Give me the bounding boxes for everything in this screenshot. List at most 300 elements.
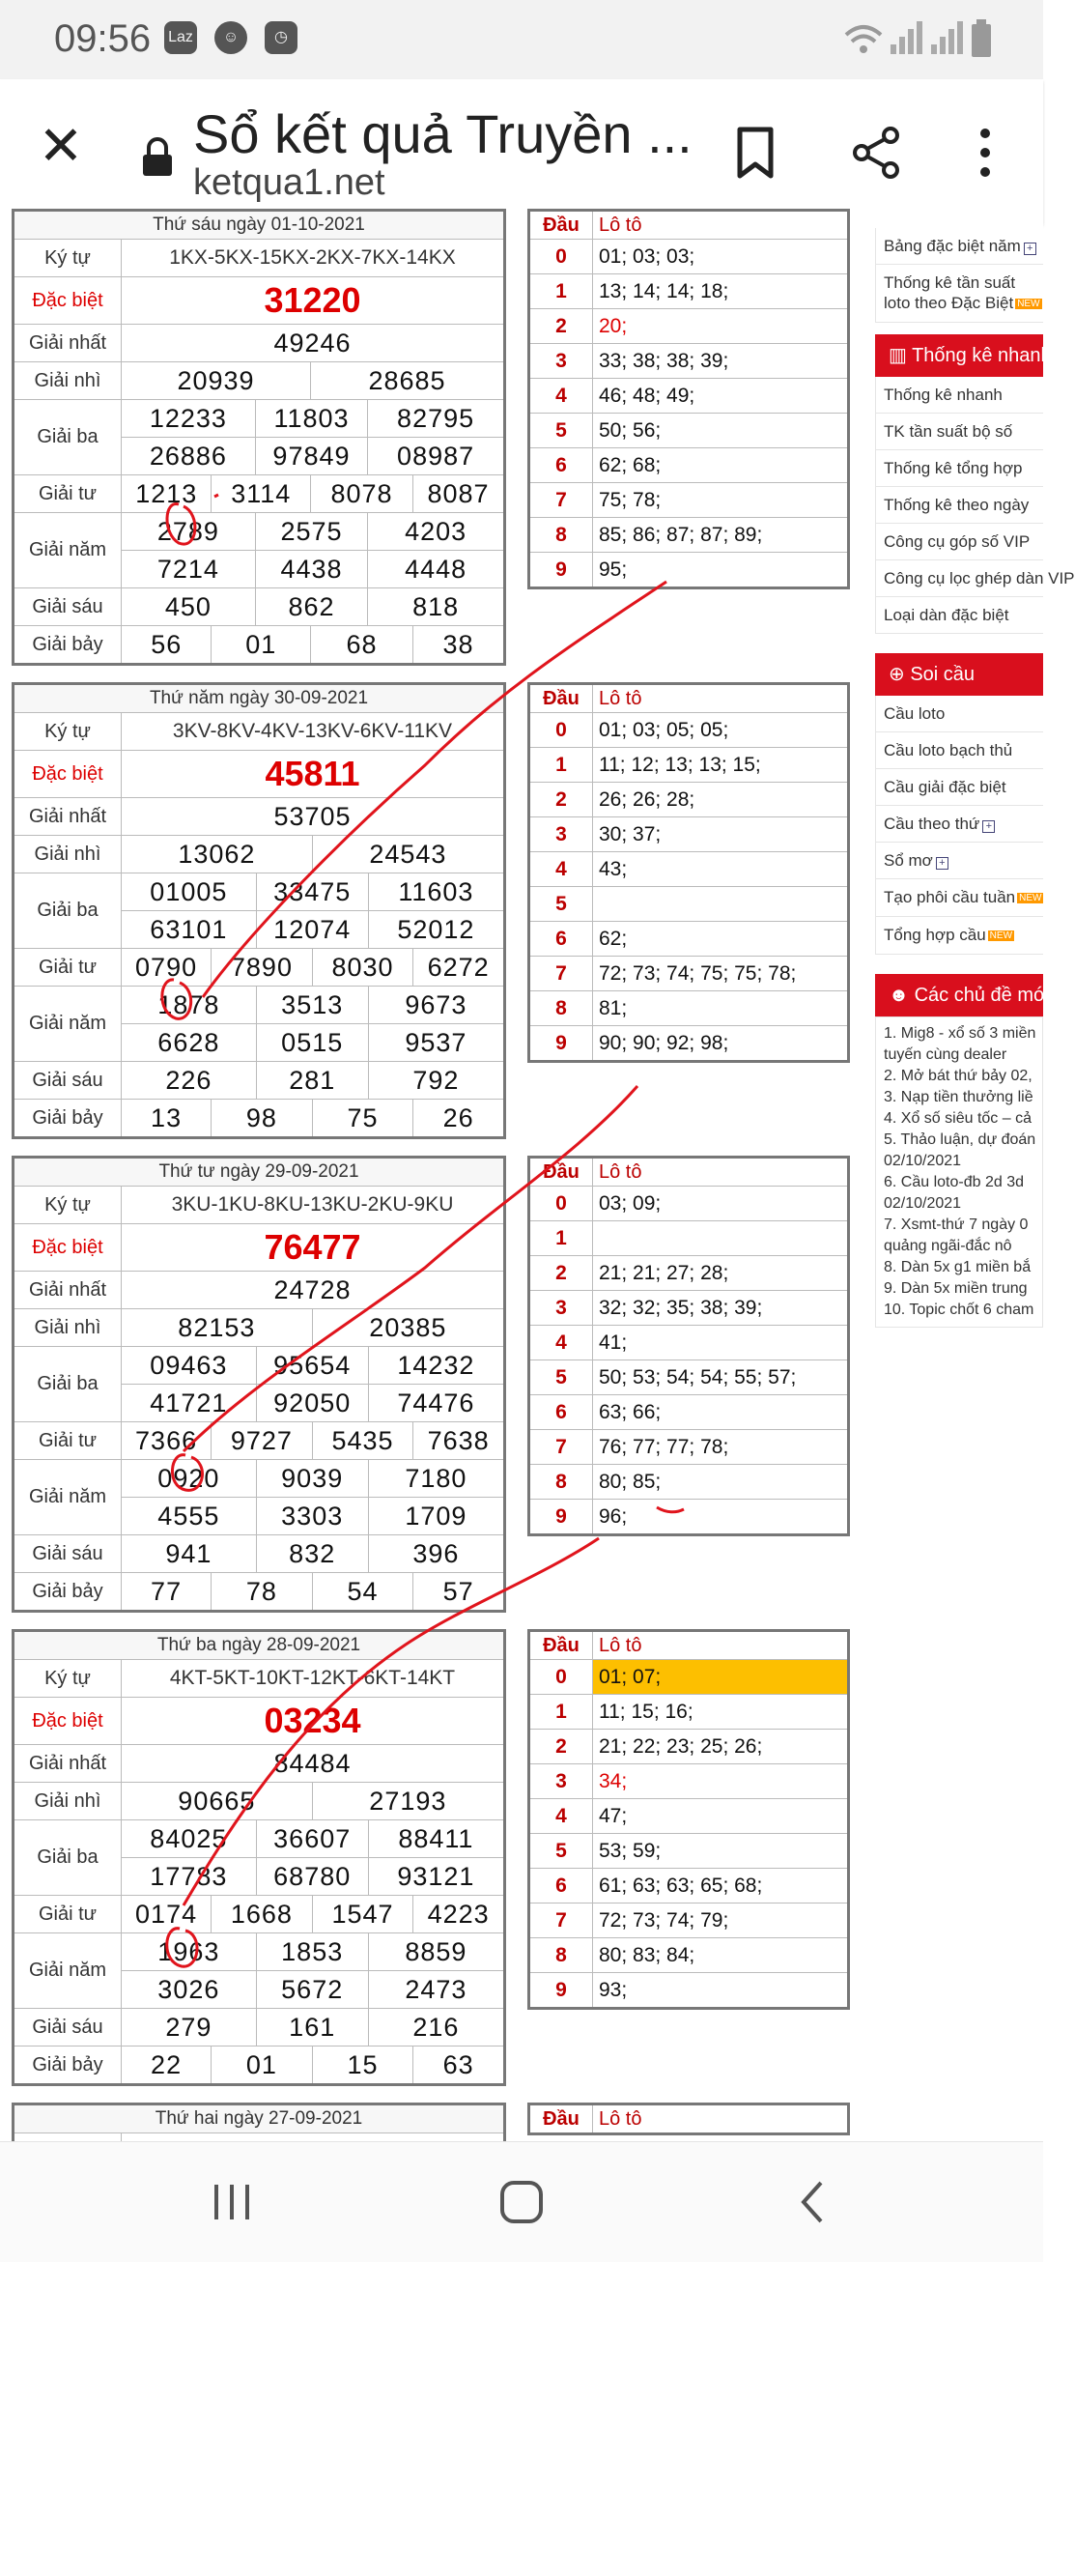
loto-head: 5: [529, 1834, 593, 1869]
giai-nhi-value: 20385: [312, 1309, 504, 1347]
loto-table: [527, 682, 850, 1063]
share-icon[interactable]: [846, 122, 908, 184]
loto-values: [593, 1799, 849, 1834]
loto-values: [593, 1026, 849, 1062]
giai-ba-value: 92050: [256, 1385, 368, 1422]
giai-nhi-value: 90665: [122, 1783, 313, 1820]
loto-text: 75; 78;: [599, 488, 662, 511]
giai-bay-value: 13: [122, 1100, 212, 1138]
giai-bay-value: 56: [122, 626, 212, 665]
loto-head: 5: [529, 1360, 593, 1395]
sidebar-item[interactable]: Tạo phôi cầu tuần NEW: [875, 879, 1043, 917]
giai-nhat-value: 53705: [122, 798, 505, 836]
loto-values: [593, 1430, 849, 1465]
giai-sau-value: 216: [368, 2009, 504, 2046]
giai-sau-value: 862: [255, 588, 367, 626]
sidebar-item[interactable]: Cầu loto: [875, 696, 1043, 732]
giai-tu-value: 8087: [412, 475, 504, 513]
topic-link[interactable]: 02/10/2021: [884, 1195, 962, 1213]
giai-ba-value: 12074: [256, 911, 368, 949]
label-dau: Đầu: [529, 1158, 593, 1187]
loto-row: [529, 240, 849, 274]
bookmark-icon[interactable]: [724, 122, 786, 184]
giai-nam-value: 4448: [368, 551, 505, 588]
loto-row: [529, 379, 849, 414]
giai-bay-value: 26: [413, 1100, 505, 1138]
ky-tu-value: 1KX-5KX-15KX-2KX-7KX-14KX: [122, 240, 505, 277]
loto-row: [529, 957, 849, 991]
label-giai-bay: Giải bảy: [14, 2046, 122, 2085]
loto-head: 9: [529, 1026, 593, 1062]
dac-biet-value: 45811: [122, 751, 505, 798]
giai-tu-value: 5435: [312, 1422, 413, 1460]
giai-tu-value: 4223: [413, 1896, 505, 1933]
laz-icon: Laz: [164, 21, 197, 54]
sidebar-item[interactable]: Thống kê nhanh: [875, 377, 1043, 414]
giai-nam-value: 3026: [122, 1971, 257, 2009]
giai-nam-value: 7180: [368, 1460, 504, 1498]
giai-sau-value: 832: [256, 1535, 368, 1573]
loto-text: 85; 86; 87; 87; 89;: [599, 523, 763, 546]
giai-tu-value: 1547: [312, 1896, 413, 1933]
loto-values: [593, 1660, 849, 1695]
giai-nam-value: 5672: [256, 1971, 368, 2009]
loto-text: 62; 68;: [599, 453, 662, 476]
giai-bay-value: 77: [122, 1573, 212, 1612]
topic-link[interactable]: tuyến cùng dealer: [884, 1046, 1007, 1064]
loto-row: [529, 1326, 849, 1360]
label-giai-nhat: Giải nhất: [14, 1745, 122, 1783]
loto-head: 2: [529, 1256, 593, 1291]
giai-bay-value: 15: [312, 2046, 413, 2085]
giai-bay-value: 54: [312, 1573, 413, 1612]
sidebar-item[interactable]: Cầu loto bạch thủ: [875, 732, 1043, 769]
giai-nam-value: 9039: [256, 1460, 368, 1498]
loto-text: 80; 83; 84;: [599, 1943, 695, 1966]
loto-row: [529, 748, 849, 783]
giai-sau-value: 450: [122, 588, 256, 626]
loto-head: 0: [529, 713, 593, 748]
loto-values: [593, 748, 849, 783]
plus-icon[interactable]: +: [982, 820, 995, 833]
loto-row: [529, 713, 849, 748]
label-giai-tu: Giải tư: [14, 1896, 122, 1933]
label-giai-nam: Giải năm: [14, 513, 122, 588]
chart-icon: ▥: [889, 345, 913, 367]
giai-bay-value: 98: [212, 1100, 313, 1138]
loto-values: [593, 240, 849, 274]
loto-head: 1: [529, 1695, 593, 1730]
giai-ba-value: 52012: [368, 911, 504, 949]
loto-row: [529, 414, 849, 448]
label-giai-nhat: Giải nhất: [14, 798, 122, 836]
label-dac-biet: Đặc biệt: [14, 277, 122, 325]
label-giai-nhat: Giải nhất: [14, 1272, 122, 1309]
label-dau: Đầu: [529, 211, 593, 240]
loto-text: 95;: [599, 558, 628, 581]
loto-values: [593, 414, 849, 448]
loto-table: [527, 2103, 850, 2135]
more-options-icon[interactable]: [966, 122, 1028, 184]
loto-values: [593, 1973, 849, 2009]
loto-row: [529, 1660, 849, 1695]
label-giai-nam: Giải năm: [14, 987, 122, 1062]
users-icon: ☻: [889, 985, 915, 1007]
giai-nam-value: 4555: [122, 1498, 257, 1535]
recent-apps-icon[interactable]: [201, 2171, 263, 2233]
giai-bay-value: 57: [413, 1573, 505, 1612]
loto-values: [593, 1221, 849, 1256]
loto-values: [593, 1187, 849, 1221]
loto-values: [593, 1730, 849, 1764]
topic-link[interactable]: 6. Cầu loto-đb 2d 3d: [884, 1174, 1024, 1191]
giai-ba-value: 36607: [256, 1820, 368, 1858]
label-dau: Đầu: [529, 684, 593, 713]
sidebar-item-tan-suat[interactable]: Thống kê tần suất loto theo Đặc Biệt NEW: [875, 265, 1043, 323]
label-ky-tu: Ký tự: [14, 1660, 122, 1698]
label-giai-nhi: Giải nhì: [14, 1309, 122, 1347]
loto-text: 81;: [599, 996, 628, 1019]
topic-link[interactable]: 9. Dàn 5x miền trung: [884, 1280, 1028, 1298]
giai-nam-value: 9673: [368, 987, 504, 1024]
loto-values: [593, 1834, 849, 1869]
giai-sau-value: 161: [256, 2009, 368, 2046]
loto-head: 3: [529, 344, 593, 379]
loto-values: [593, 1903, 849, 1938]
loto-row: [529, 344, 849, 379]
topic-link[interactable]: quảng ngãi-đắc nô: [884, 1238, 1012, 1255]
loto-text: 21; 21; 27; 28;: [599, 1261, 729, 1284]
giai-nam-value: 4203: [368, 513, 505, 551]
loto-values: [593, 1869, 849, 1903]
giai-tu-value: 6272: [413, 949, 505, 987]
sidebar-item[interactable]: Sổ mơ +: [875, 843, 1043, 879]
giai-nam-value: 2575: [255, 513, 367, 551]
label-giai-ba: Giải ba: [14, 1820, 122, 1896]
sidebar-item[interactable]: Tổng hợp cầu NEW: [875, 917, 1043, 955]
navigation-bar: [0, 2141, 1043, 2262]
search-icon: ⊕: [889, 664, 911, 686]
giai-tu-value: 9727: [212, 1422, 313, 1460]
sidebar-item[interactable]: Cầu giải đặc biệt: [875, 769, 1043, 806]
giai-nhi-value: 82153: [122, 1309, 313, 1347]
giai-ba-value: 12233: [122, 400, 256, 438]
clock-icon: ◷: [265, 21, 297, 54]
giai-sau-value: 396: [368, 1535, 504, 1573]
page-url[interactable]: ketqua1.net: [193, 162, 385, 203]
label-giai-nam: Giải năm: [14, 1460, 122, 1535]
loto-head: 4: [529, 852, 593, 887]
loto-row: [529, 274, 849, 309]
loto-head: 0: [529, 240, 593, 274]
loto-values: [593, 274, 849, 309]
giai-tu-value: 1213: [122, 475, 212, 513]
loto-row: [529, 1730, 849, 1764]
loto-head: 5: [529, 414, 593, 448]
loto-head: 4: [529, 1326, 593, 1360]
topic-link[interactable]: 02/10/2021: [884, 1153, 962, 1170]
loto-text: 62;: [599, 927, 628, 950]
back-icon[interactable]: [782, 2171, 844, 2233]
loto-text: 01; 03; 03;: [599, 244, 695, 268]
loto-values: [593, 1500, 849, 1535]
sidebar-item[interactable]: Công cụ lọc ghép dàn VIP: [875, 560, 1043, 597]
loto-values: [593, 1326, 849, 1360]
loto-values: [593, 1291, 849, 1326]
giai-nam-value: 6628: [122, 1024, 257, 1062]
loto-row: [529, 518, 849, 553]
label-giai-bay: Giải bảy: [14, 626, 122, 665]
loto-head: 7: [529, 957, 593, 991]
loto-text: 61; 63; 63; 65; 68;: [599, 1874, 763, 1897]
sidebar-item[interactable]: Cầu theo thứ +: [875, 806, 1043, 843]
label-giai-sau: Giải sáu: [14, 588, 122, 626]
giai-ba-value: 97849: [255, 438, 367, 475]
draw-date: Thứ sáu ngày 01-10-2021: [14, 211, 505, 240]
label-dac-biet: Đặc biệt: [14, 751, 122, 798]
loto-text: 41;: [599, 1331, 628, 1354]
loto-row: [529, 1834, 849, 1869]
loto-row: [529, 817, 849, 852]
battery-icon: [970, 19, 993, 58]
loto-head: 1: [529, 1221, 593, 1256]
sidebar-item[interactable]: TK tần suất bộ số: [875, 414, 1043, 450]
loto-text: 50; 56;: [599, 418, 662, 442]
loto-head: 1: [529, 748, 593, 783]
loto-head: 7: [529, 1430, 593, 1465]
loto-head: 4: [529, 379, 593, 414]
section-thong-ke-nhanh: ▥ Thống kê nhanh: [875, 334, 1043, 377]
giai-ba-value: 74476: [368, 1385, 504, 1422]
result-table: [12, 1629, 506, 2086]
loto-row: [529, 1465, 849, 1500]
loto-row: [529, 483, 849, 518]
page-title: Sổ kết quả Truyền ...: [193, 103, 693, 164]
giai-ba-value: 95654: [256, 1347, 368, 1385]
label-ky-tu: Ký tự: [14, 240, 122, 277]
giai-nam-value: 3303: [256, 1498, 368, 1535]
giai-nhat-value: 84484: [122, 1745, 505, 1783]
loto-head: 3: [529, 817, 593, 852]
label-giai-nhat: Giải nhất: [14, 325, 122, 362]
loto-row: [529, 309, 849, 344]
loto-row: [529, 553, 849, 588]
loto-text: 32; 32; 35; 38; 39;: [599, 1296, 763, 1319]
lock-icon: [141, 137, 174, 176]
loto-values: [593, 957, 849, 991]
giai-tu-value: 7366: [122, 1422, 212, 1460]
label-dau: Đầu: [529, 1631, 593, 1660]
browser-toolbar: [0, 79, 1043, 224]
loto-table: [527, 209, 850, 589]
label-loto: Lô tô: [593, 1158, 849, 1187]
giai-nhi-value: 24543: [312, 836, 504, 873]
loto-text: 34;: [599, 1769, 628, 1792]
loto-text: 11; 12; 13; 13; 15;: [599, 753, 761, 776]
giai-ba-value: 63101: [122, 911, 257, 949]
loto-text: 50; 53; 54; 54; 55; 57;: [599, 1365, 797, 1388]
giai-nam-value: 2789: [122, 513, 256, 551]
loto-text: 33; 38; 38; 39;: [599, 349, 729, 372]
loto-head: 6: [529, 448, 593, 483]
loto-row: [529, 1026, 849, 1062]
giai-ba-value: 82795: [368, 400, 505, 438]
giai-ba-value: 08987: [368, 438, 505, 475]
loto-text: 01; 03; 05; 05;: [599, 718, 729, 741]
loto-head: 8: [529, 518, 593, 553]
loto-text: 63; 66;: [599, 1400, 662, 1423]
plus-icon[interactable]: +: [936, 857, 948, 870]
giai-bay-value: 01: [212, 2046, 313, 2085]
label-dac-biet: Đặc biệt: [14, 1698, 122, 1745]
section-chu-de-moi: ☻ Các chủ đề mới: [875, 974, 1043, 1016]
loto-text: 03; 09;: [599, 1191, 662, 1215]
label-giai-sau: Giải sáu: [14, 2009, 122, 2046]
loto-text: 90; 90; 92; 98;: [599, 1031, 729, 1054]
loto-text: 20;: [599, 314, 628, 337]
status-time: 09:56: [54, 17, 152, 60]
signal-icon-2: [929, 19, 964, 56]
loto-row: [529, 1500, 849, 1535]
label-loto: Lô tô: [593, 2104, 849, 2134]
label-loto: Lô tô: [593, 211, 849, 240]
loto-row: [529, 1395, 849, 1430]
dac-biet-value: 76477: [122, 1224, 505, 1272]
new-badge: NEW: [1019, 893, 1042, 904]
label-giai-nhi: Giải nhì: [14, 362, 122, 400]
loto-head: 0: [529, 1187, 593, 1221]
loto-values: [593, 483, 849, 518]
label-loto: Lô tô: [593, 684, 849, 713]
loto-row: [529, 1903, 849, 1938]
result-table: [12, 209, 506, 666]
loto-head: 4: [529, 1799, 593, 1834]
topic-link[interactable]: 5. Thảo luận, dự đoán: [884, 1131, 1036, 1149]
giai-ba-value: 11803: [255, 400, 367, 438]
loto-text: 11; 15; 16;: [599, 1700, 693, 1723]
giai-nam-value: 1853: [256, 1933, 368, 1971]
loto-row: [529, 1221, 849, 1256]
giai-ba-value: 14232: [368, 1347, 504, 1385]
loto-head: 2: [529, 783, 593, 817]
loto-text: 93;: [599, 1978, 628, 2001]
giai-nhi-value: 27193: [312, 1783, 504, 1820]
giai-nhi-value: 20939: [122, 362, 311, 400]
loto-values: [593, 1360, 849, 1395]
topic-link[interactable]: 3. Nạp tiền thưởng liề: [884, 1089, 1033, 1106]
giai-nam-value: 0920: [122, 1460, 257, 1498]
loto-text: 72; 73; 74; 75; 75; 78;: [599, 961, 797, 985]
giai-nam-value: 0515: [256, 1024, 368, 1062]
loto-head: 3: [529, 1764, 593, 1799]
giai-tu-value: 3114: [212, 475, 311, 513]
loto-values: [593, 1764, 849, 1799]
topic-link[interactable]: 10. Topic chốt 6 cham: [884, 1302, 1034, 1319]
giai-nhi-value: 13062: [122, 836, 313, 873]
loto-head: 6: [529, 922, 593, 957]
loto-row: [529, 783, 849, 817]
giai-ba-value: 93121: [368, 1858, 504, 1896]
topic-link[interactable]: 1. Mig8 - xổ số 3 miền: [884, 1025, 1036, 1043]
loto-head: 1: [529, 274, 593, 309]
sidebar-item[interactable]: Loại dàn đặc biệt: [875, 597, 1043, 634]
loto-head: 9: [529, 1973, 593, 2009]
draw-date: Thứ hai ngày 27-09-2021: [14, 2104, 505, 2133]
loto-row: [529, 448, 849, 483]
label-giai-ba: Giải ba: [14, 400, 122, 475]
loto-values: [593, 309, 849, 344]
loto-row: [529, 1695, 849, 1730]
loto-values: [593, 448, 849, 483]
giai-ba-value: 17783: [122, 1858, 257, 1896]
giai-nam-value: 7214: [122, 551, 256, 588]
giai-ba-value: 26886: [122, 438, 256, 475]
giai-bay-value: 22: [122, 2046, 212, 2085]
sidebar-item[interactable]: Thống kê theo ngày: [875, 487, 1043, 524]
close-icon[interactable]: ✕: [38, 115, 84, 176]
giai-ba-value: 01005: [122, 873, 257, 911]
loto-table: [527, 1629, 850, 2010]
draw-date: Thứ năm ngày 30-09-2021: [14, 684, 505, 713]
loto-row: [529, 1291, 849, 1326]
giai-tu-value: 8030: [312, 949, 413, 987]
signal-icon: [889, 19, 923, 56]
loto-row: [529, 887, 849, 922]
loto-row: [529, 1360, 849, 1395]
label-ky-tu: Ký tự: [14, 713, 122, 751]
home-icon[interactable]: [491, 2171, 552, 2233]
label-giai-tu: Giải tư: [14, 475, 122, 513]
loto-text: 21; 22; 23; 25; 26;: [599, 1734, 763, 1758]
giai-tu-value: 7890: [212, 949, 313, 987]
loto-row: [529, 1187, 849, 1221]
smiley-icon: ☺: [214, 21, 247, 54]
giai-bay-value: 63: [413, 2046, 505, 2085]
sidebar-item[interactable]: Thống kê tổng hợp: [875, 450, 1043, 487]
loto-values: [593, 817, 849, 852]
page-content[interactable]: [0, 214, 1075, 2141]
loto-head: 2: [529, 1730, 593, 1764]
giai-bay-value: 38: [412, 626, 504, 665]
plus-icon[interactable]: +: [1024, 243, 1036, 255]
giai-ba-value: 09463: [122, 1347, 257, 1385]
topic-link[interactable]: 8. Dàn 5x g1 miền bắ: [884, 1259, 1032, 1276]
giai-tu-value: 7638: [413, 1422, 505, 1460]
label-dau: Đầu: [529, 2104, 593, 2134]
topic-link[interactable]: 4. Xổ số siêu tốc – cả: [884, 1110, 1032, 1128]
loto-head: 7: [529, 483, 593, 518]
topic-link[interactable]: 2. Mở bát thứ bảy 02,: [884, 1068, 1033, 1085]
sidebar-item[interactable]: Công cụ góp số VIP: [875, 524, 1043, 560]
loto-head: 8: [529, 1465, 593, 1500]
giai-nam-value: 4438: [255, 551, 367, 588]
loto-row: [529, 1973, 849, 2009]
sidebar-item-bang-dac-biet[interactable]: Bảng đặc biệt năm +: [875, 228, 1043, 265]
label-giai-nhi: Giải nhì: [14, 836, 122, 873]
loto-values: [593, 922, 849, 957]
topic-link[interactable]: 7. Xsmt-thứ 7 ngày 0: [884, 1216, 1029, 1234]
loto-text: 53; 59;: [599, 1839, 662, 1862]
loto-head: 9: [529, 1500, 593, 1535]
result-table: [12, 1156, 506, 1613]
giai-ba-value: 33475: [256, 873, 368, 911]
loto-row: [529, 1938, 849, 1973]
loto-row: [529, 1430, 849, 1465]
giai-ba-value: 68780: [256, 1858, 368, 1896]
giai-bay-value: 01: [212, 626, 311, 665]
loto-values: [593, 887, 849, 922]
loto-row: [529, 1256, 849, 1291]
